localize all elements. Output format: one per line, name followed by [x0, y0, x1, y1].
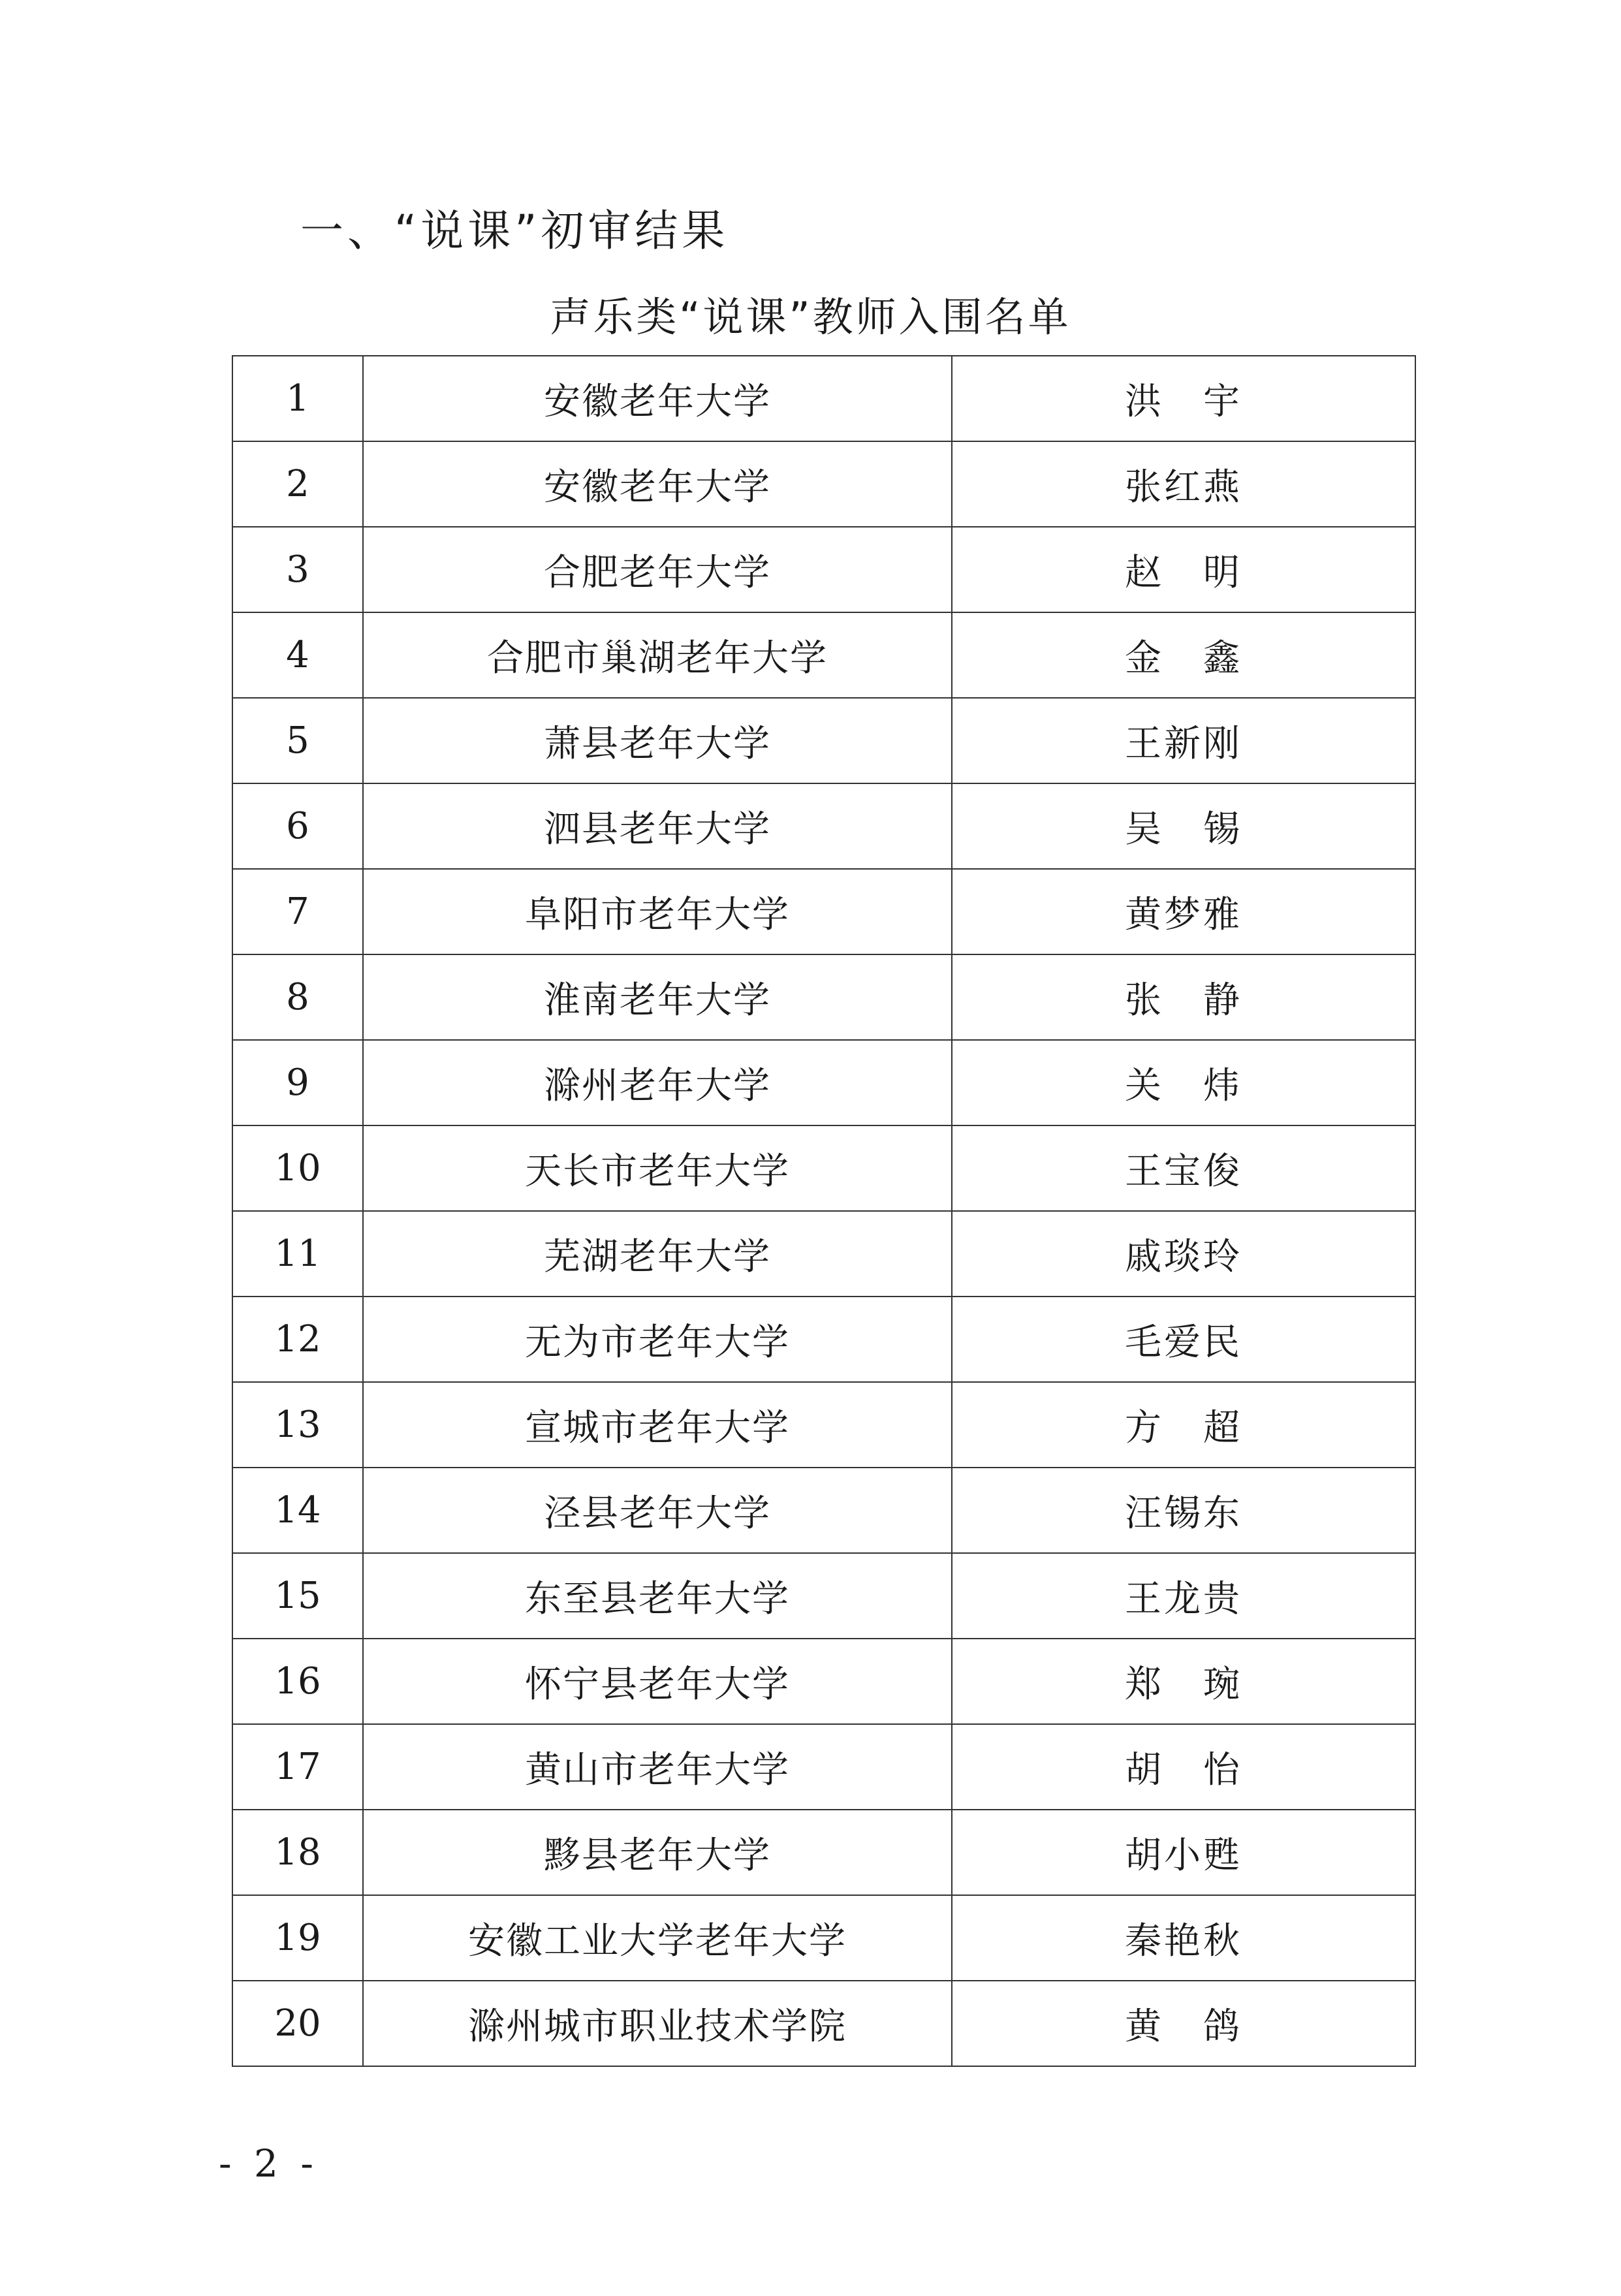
row-institution: 泾县老年大学 — [363, 1468, 952, 1553]
row-institution: 无为市老年大学 — [363, 1297, 952, 1382]
row-teacher-name: 黄 鸽 — [952, 1981, 1415, 2066]
row-institution: 天长市老年大学 — [363, 1125, 952, 1211]
row-teacher-name: 张 静 — [952, 954, 1415, 1040]
row-teacher-name: 方 超 — [952, 1382, 1415, 1468]
row-institution: 合肥老年大学 — [363, 527, 952, 612]
row-institution: 怀宁县老年大学 — [363, 1639, 952, 1724]
row-institution: 合肥市巢湖老年大学 — [363, 612, 952, 698]
row-index: 1 — [232, 356, 363, 441]
row-index: 8 — [232, 954, 363, 1040]
row-institution: 黟县老年大学 — [363, 1810, 952, 1895]
row-index: 18 — [232, 1810, 363, 1895]
row-teacher-name: 黄梦雅 — [952, 869, 1415, 954]
row-index: 5 — [232, 698, 363, 783]
row-teacher-name: 赵 明 — [952, 527, 1415, 612]
row-teacher-name: 胡 怡 — [952, 1724, 1415, 1810]
row-institution: 芜湖老年大学 — [363, 1211, 952, 1297]
table-row — [232, 1810, 1415, 1895]
table-row — [232, 954, 1415, 1040]
table-row — [232, 1382, 1415, 1468]
finalist-table-body — [232, 356, 1415, 2066]
row-teacher-name: 王新刚 — [952, 698, 1415, 783]
table-row — [232, 1125, 1415, 1211]
row-index: 14 — [232, 1468, 363, 1553]
row-teacher-name: 汪锡东 — [952, 1468, 1415, 1553]
row-institution: 安徽老年大学 — [363, 441, 952, 527]
table-row — [232, 356, 1415, 441]
row-index: 4 — [232, 612, 363, 698]
row-institution: 滁州城市职业技术学院 — [363, 1981, 952, 2066]
row-index: 11 — [232, 1211, 363, 1297]
table-row — [232, 1211, 1415, 1297]
row-teacher-name: 胡小甦 — [952, 1810, 1415, 1895]
row-institution: 滁州老年大学 — [363, 1040, 952, 1125]
row-institution: 淮南老年大学 — [363, 954, 952, 1040]
row-index: 16 — [232, 1639, 363, 1724]
table-row — [232, 1040, 1415, 1125]
row-teacher-name: 戚琰玲 — [952, 1211, 1415, 1297]
row-index: 6 — [232, 783, 363, 869]
row-teacher-name: 王龙贵 — [952, 1553, 1415, 1639]
table-title: 声乐类“说课”教师入围名单 — [550, 293, 1071, 341]
row-index: 12 — [232, 1297, 363, 1382]
row-teacher-name: 金 鑫 — [952, 612, 1415, 698]
table-row — [232, 698, 1415, 783]
row-index: 2 — [232, 441, 363, 527]
finalist-table — [232, 355, 1416, 2067]
table-row — [232, 869, 1415, 954]
table-row — [232, 1639, 1415, 1724]
table-row — [232, 1895, 1415, 1981]
row-teacher-name: 洪 宇 — [952, 356, 1415, 441]
table-row — [232, 1553, 1415, 1639]
row-index: 17 — [232, 1724, 363, 1810]
table-row — [232, 527, 1415, 612]
table-row — [232, 1468, 1415, 1553]
row-institution: 泗县老年大学 — [363, 783, 952, 869]
table-row — [232, 612, 1415, 698]
row-institution: 宣城市老年大学 — [363, 1382, 952, 1468]
row-teacher-name: 吴 锡 — [952, 783, 1415, 869]
row-index: 15 — [232, 1553, 363, 1639]
row-teacher-name: 毛爱民 — [952, 1297, 1415, 1382]
table-row — [232, 1724, 1415, 1810]
page-number: - 2 - — [219, 2141, 319, 2186]
row-index: 20 — [232, 1981, 363, 2066]
table-row — [232, 441, 1415, 527]
row-index: 7 — [232, 869, 363, 954]
table-row — [232, 1981, 1415, 2066]
row-institution: 东至县老年大学 — [363, 1553, 952, 1639]
row-index: 13 — [232, 1382, 363, 1468]
row-teacher-name: 关 炜 — [952, 1040, 1415, 1125]
row-index: 3 — [232, 527, 363, 612]
row-institution: 阜阳市老年大学 — [363, 869, 952, 954]
section-heading: 一、“说课”初审结果 — [300, 206, 729, 256]
row-teacher-name: 张红燕 — [952, 441, 1415, 527]
row-teacher-name: 王宝俊 — [952, 1125, 1415, 1211]
table-row — [232, 783, 1415, 869]
row-institution: 安徽工业大学老年大学 — [363, 1895, 952, 1981]
table-row — [232, 1297, 1415, 1382]
row-index: 9 — [232, 1040, 363, 1125]
row-institution: 安徽老年大学 — [363, 356, 952, 441]
row-index: 19 — [232, 1895, 363, 1981]
row-institution: 黄山市老年大学 — [363, 1724, 952, 1810]
row-teacher-name: 郑 琬 — [952, 1639, 1415, 1724]
row-institution: 萧县老年大学 — [363, 698, 952, 783]
row-teacher-name: 秦艳秋 — [952, 1895, 1415, 1981]
row-index: 10 — [232, 1125, 363, 1211]
